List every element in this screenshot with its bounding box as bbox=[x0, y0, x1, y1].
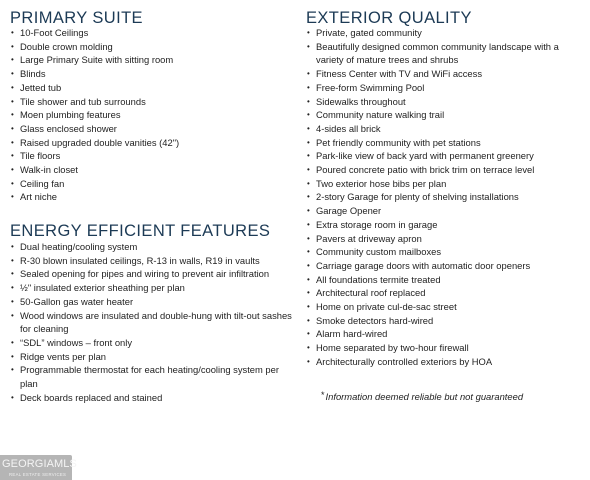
list-item: • 4-sides all brick bbox=[306, 122, 584, 136]
list-item: • Pavers at driveway apron bbox=[306, 232, 584, 246]
energy-efficient-heading: ENERGY EFFICIENT FEATURES bbox=[10, 222, 271, 240]
list-item: • Smoke detectors hard-wired bbox=[306, 314, 584, 328]
list-item: • Ceiling fan bbox=[10, 177, 292, 191]
list-item: • Home separated by two-hour firewall bbox=[306, 341, 584, 355]
list-item: • Park-like view of back yard with permanent greenery bbox=[306, 149, 584, 163]
list-item: • Wood windows are insulated and double-hung with tilt-out sashes for cleaning bbox=[10, 309, 292, 336]
list-item: • Beautifully designed common community landscape with a variety of mature trees and shrubs bbox=[306, 40, 584, 67]
list-item: • All foundations termite treated bbox=[306, 273, 584, 287]
list-item: • Blinds bbox=[10, 67, 292, 81]
list-item: • Glass enclosed shower bbox=[10, 122, 292, 136]
list-item: • Extra storage room in garage bbox=[306, 218, 584, 232]
list-item: • Free-form Swimming Pool bbox=[306, 81, 584, 95]
list-item: • Tile floors bbox=[10, 149, 292, 163]
energy-efficient-list bbox=[10, 240, 292, 404]
list-item: • Alarm hard-wired bbox=[306, 327, 584, 341]
georgia-mls-watermark bbox=[0, 455, 77, 480]
watermark-name: GEORGIAMLS bbox=[2, 458, 77, 470]
list-item: • Carriage garage doors with automatic door openers bbox=[306, 259, 584, 273]
list-item: • Sidewalks throughout bbox=[306, 95, 584, 109]
list-item: • Ridge vents per plan bbox=[10, 350, 292, 364]
list-item: • Raised upgraded double vanities (42") bbox=[10, 136, 292, 150]
disclaimer-note bbox=[321, 391, 523, 402]
list-item: • Fitness Center with TV and WiFi access bbox=[306, 67, 584, 81]
list-item: • Community custom mailboxes bbox=[306, 245, 584, 259]
list-item: • Home on private cul-de-sac street bbox=[306, 300, 584, 314]
disclaimer-text: Information deemed reliable but not guaranteed bbox=[325, 391, 524, 402]
list-item: • Dual heating/cooling system bbox=[10, 240, 292, 254]
list-item: • Jetted tub bbox=[10, 81, 292, 95]
list-item: • Tile shower and tub surrounds bbox=[10, 95, 292, 109]
exterior-quality-heading: EXTERIOR QUALITY bbox=[306, 9, 472, 27]
list-item: • Architecturally controlled exteriors by HOA bbox=[306, 355, 584, 369]
list-item: • Deck boards replaced and stained bbox=[10, 391, 292, 405]
exterior-quality-list bbox=[306, 26, 584, 369]
list-item: • R-30 blown insulated ceilings, R-13 in walls, R19 in vaults bbox=[10, 254, 292, 268]
list-item: • “SDL” windows – front only bbox=[10, 336, 292, 350]
list-item: • Sealed opening for pipes and wiring to prevent air infiltration bbox=[10, 267, 292, 281]
list-item: • Programmable thermostat for each heating/cooling system per plan bbox=[10, 363, 292, 390]
list-item: • Large Primary Suite with sitting room bbox=[10, 53, 292, 67]
list-item: • Two exterior hose bibs per plan bbox=[306, 177, 584, 191]
list-item: • ½" insulated exterior sheathing per plan bbox=[10, 281, 292, 295]
list-item: • Double crown molding bbox=[10, 40, 292, 54]
primary-suite-heading: PRIMARY SUITE bbox=[10, 9, 143, 27]
list-item: • Community nature walking trail bbox=[306, 108, 584, 122]
list-item: • Walk-in closet bbox=[10, 163, 292, 177]
list-item: • Architectural roof replaced bbox=[306, 286, 584, 300]
primary-suite-list bbox=[10, 26, 292, 204]
watermark-subtitle: REAL ESTATE SERVICES bbox=[9, 472, 67, 477]
list-item: • 50-Gallon gas water heater bbox=[10, 295, 292, 309]
list-item: • Garage Opener bbox=[306, 204, 584, 218]
list-item: • Poured concrete patio with brick trim on terrace level bbox=[306, 163, 584, 177]
list-item: • Art niche bbox=[10, 190, 292, 204]
list-item: • Moen plumbing features bbox=[10, 108, 292, 122]
list-item: • Pet friendly community with pet stations bbox=[306, 136, 584, 150]
list-item: • 2-story Garage for plenty of shelving installations bbox=[306, 190, 584, 204]
disclaimer-asterisk: * bbox=[321, 390, 325, 400]
list-item: • 10-Foot Ceilings bbox=[10, 26, 292, 40]
list-item: • Private, gated community bbox=[306, 26, 584, 40]
